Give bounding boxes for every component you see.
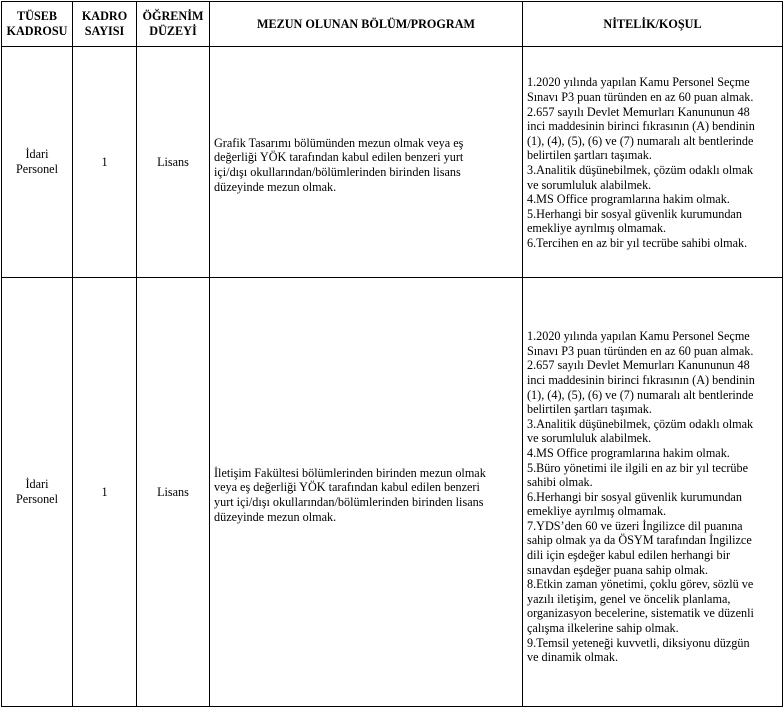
table-row	[2, 278, 783, 707]
cell-duzey: Lisans	[137, 278, 210, 707]
header-nitelik: NİTELİK/KOŞUL	[523, 2, 783, 47]
header-sayi: KADRO SAYISI	[73, 2, 137, 47]
header-row	[2, 2, 783, 47]
cell-program: İletişim Fakültesi bölümlerinden birinden mezun olmak veya eş değerliği YÖK tarafından kabul edilen benzeri yurt içi/dışı okullarından/bölümlerinden birinden lisans düzeyinde mezun olmak.	[210, 278, 523, 707]
cell-nitelik: 1.2020 yılında yapılan Kamu Personel Seçme Sınavı P3 puan türünden en az 60 puan almak. 2.657 sayılı Devlet Memurları Kanununun 48 inci maddesinin birinci fıkrasının (A) bendinin (1), (4), (5), (6) ve (7) numaralı alt bentlerinde belirtilen şartları taşımak. 3.Analitik düşünebilmek, çözüm odaklı olmak ve sorumluluk alabilmek. 4.MS Office programlarına hakim olmak. 5.Büro yönetimi ile ilgili en az bir yıl tecrübe sahibi olmak. 6.Herhangi bir sosyal güvenlik kurumundan emekliye ayrılmış olmamak. 7.YDS’den 60 ve üzeri İngilizce dil puanına sahip olmak ya da ÖSYM tarafından İngilizce dili için eşdeğer kabul edilen herhangi bir sınavdan eşdeğer puana sahip olmak. 8.Etkin zaman yönetimi, çoklu görev, sözlü ve yazılı iletişim, genel ve öncelik planlama, organizasyon becelerine, sistematik ve düzenli çalışma ilkelerine sahip olmak. 9.Temsil yeteneği kuvvetli, diksiyonu düzgün ve dinamik olmak.	[523, 278, 783, 707]
cell-kadro: İdari Personel	[2, 47, 73, 278]
cell-nitelik: 1.2020 yılında yapılan Kamu Personel Seçme Sınavı P3 puan türünden en az 60 puan almak. 2.657 sayılı Devlet Memurları Kanununun 48 inci maddesinin birinci fıkrasının (A) bendinin (1), (4), (5), (6) ve (7) numaralı alt bentlerinde belirtilen şartları taşımak. 3.Analitik düşünebilmek, çözüm odaklı olmak ve sorumluluk alabilmek. 4.MS Office programlarına hakim olmak. 5.Herhangi bir sosyal güvenlik kurumundan emekliye ayrılmış olmamak. 6.Tercihen en az bir yıl tecrübe sahibi olmak.	[523, 47, 783, 278]
job-requirements-table	[1, 1, 783, 707]
header-program: MEZUN OLUNAN BÖLÜM/PROGRAM	[210, 2, 523, 47]
table-row	[2, 47, 783, 278]
cell-program: Grafik Tasarımı bölümünden mezun olmak veya eş değerliği YÖK tarafından kabul edilen benzeri yurt içi/dışı okullarından/bölümlerinden birinden lisans düzeyinde mezun olmak.	[210, 47, 523, 278]
cell-sayi: 1	[73, 278, 137, 707]
cell-kadro: İdari Personel	[2, 278, 73, 707]
cell-sayi: 1	[73, 47, 137, 278]
header-kadro: TÜSEB KADROSU	[2, 2, 73, 47]
header-duzey: ÖĞRENİM DÜZEYİ	[137, 2, 210, 47]
cell-duzey: Lisans	[137, 47, 210, 278]
